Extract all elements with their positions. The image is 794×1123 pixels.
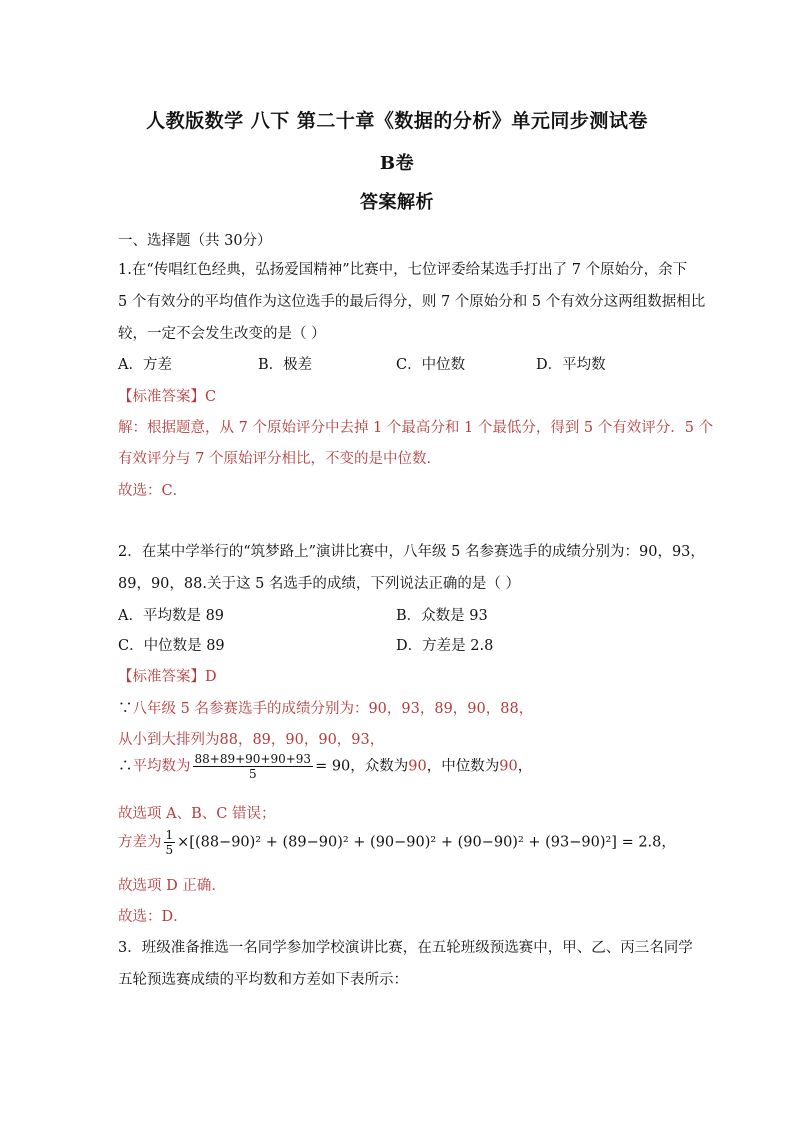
q3-text-line1: 3．班级准备推选一名同学参加学校演讲比赛，在五轮班级预选赛中，甲、乙、丙三名同学 — [118, 940, 693, 956]
q2-wrong-options: 故选项 A、B、C 错误； — [118, 806, 276, 822]
mean-denominator: 5 — [248, 767, 257, 781]
document-title: 人教版数学 八下 第二十章《数据的分析》单元同步测试卷 — [146, 110, 648, 132]
q2-answer: 【标准答案】D — [118, 669, 217, 685]
therefore-symbol: ∴ — [118, 758, 133, 775]
variance-denominator: 5 — [165, 843, 174, 857]
q2-solution-line3 — [118, 752, 532, 781]
q2-sol2-values: 88，89，90，90，93， — [219, 732, 385, 748]
q2-option-c: C．中位数是 89 — [118, 638, 225, 654]
q1-solution-line2: 有效评分与 7 个原始评分相比，不变的是中位数． — [118, 451, 441, 467]
q2-text-line2: 89，90，88.关于这 5 名选手的成绩，下列说法正确的是（ ） — [118, 576, 521, 592]
q2-sol2-text: 从小到大排列为 — [118, 732, 220, 748]
mode-value: 90 — [408, 758, 427, 775]
because-symbol: ∵ — [118, 701, 133, 717]
q2-sol1-values: 90，93，89，90，88， — [368, 701, 534, 717]
variance-expression: ×[(88−90)² + (89−90)² + (90−90)² + (90−90)² + (93−90)²] = 2.8， — [177, 834, 676, 851]
q1-option-d: D．平均数 — [536, 357, 606, 373]
document-heading: 答案解析 — [360, 192, 434, 213]
variance-numerator: 1 — [165, 828, 174, 842]
q2-mean-label: 平均数为 — [132, 758, 191, 775]
q2-median-label: ，中位数为 — [426, 758, 500, 775]
mean-fraction — [193, 752, 314, 781]
q2-sol3-end: ， — [517, 758, 533, 775]
variance-label: 方差为 — [118, 834, 162, 851]
q1-choice: 故选：C． — [118, 483, 188, 499]
q2-option-b: B．众数是 93 — [396, 608, 488, 624]
q2-choice: 故选：D． — [118, 909, 188, 925]
q1-solution-line1: 解：根据题意，从 7 个原始评分中去掉 1 个最高分和 1 个最低分，得到 5 个有效评分．5 个 — [118, 420, 714, 436]
mean-result: = 90 — [315, 758, 351, 775]
section-label: 一、选择题（共 30分） — [118, 233, 272, 249]
q3-text-line2: 五轮预选赛成绩的平均数和方差如下表所示： — [118, 972, 408, 988]
q1-option-c: C．中位数 — [396, 357, 466, 373]
median-value: 90 — [499, 758, 518, 775]
q2-mode-label: ，众数为 — [350, 758, 409, 775]
q2-variance-line — [118, 828, 676, 857]
q1-answer: 【标准答案】C — [118, 389, 217, 405]
q2-option-a: A．平均数是 89 — [118, 608, 225, 624]
q2-option-d: D．方差是 2.8 — [396, 638, 494, 654]
mean-numerator: 88+89+90+90+93 — [194, 752, 312, 766]
q2-solution-line1 — [118, 697, 533, 718]
q2-solution-line2 — [118, 728, 384, 749]
document-subtitle: B卷 — [379, 153, 415, 174]
q1-option-b: B．极差 — [258, 357, 313, 373]
q1-text-line1: 1.在“传唱红色经典，弘扬爱国精神”比赛中，七位评委给某选手打出了 7 个原始分，余下 — [118, 262, 688, 278]
q1-text-line3: 较，一定不会发生改变的是（ ） — [118, 326, 326, 342]
q1-text-line2: 5 个有效分的平均值作为这位选手的最后得分，则 7 个原始分和 5 个有效分这两组数据相比 — [118, 294, 706, 310]
variance-fraction — [164, 828, 176, 857]
q1-option-a: A．方差 — [118, 357, 172, 373]
q2-correct-option: 故选项 D 正确． — [118, 878, 226, 894]
q2-text-line1: 2．在某中学举行的“筑梦路上”演讲比赛中，八年级 5 名参赛选手的成绩分别为：90，93， — [118, 544, 705, 560]
q2-sol1-red: 八年级 5 名参赛选手的成绩分别为： — [132, 701, 369, 717]
